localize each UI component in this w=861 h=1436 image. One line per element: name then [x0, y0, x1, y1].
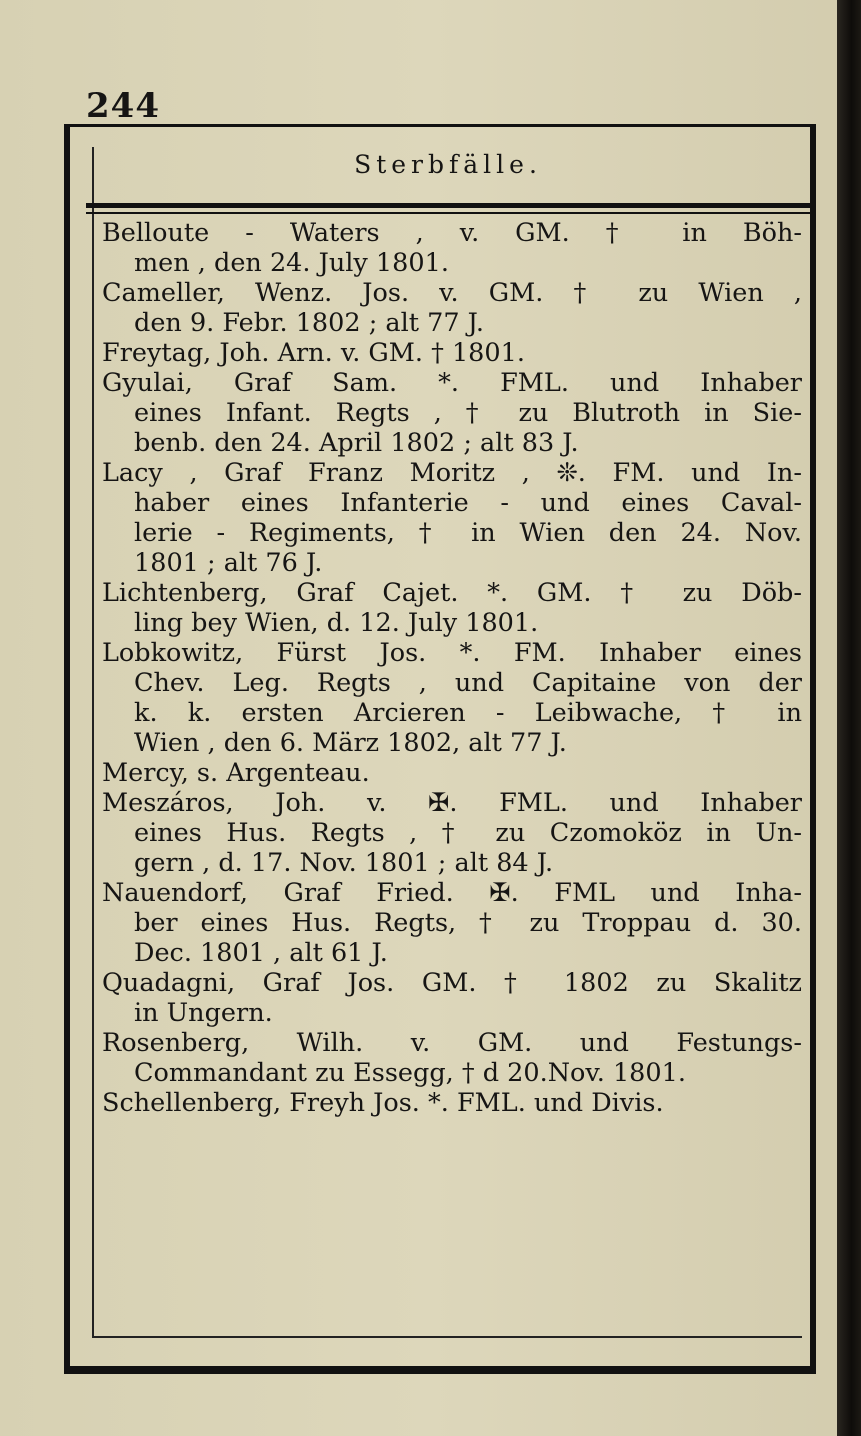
entry-line: ber eines Hus. Regts, † zu Troppau d. 30.: [134, 908, 802, 938]
section-heading: Sterbfälle.: [354, 150, 542, 179]
entry-line: Chev. Leg. Regts , und Capitaine von der: [134, 668, 802, 698]
entry-line: Rosenberg, Wilh. v. GM. und Festungs-: [102, 1028, 802, 1058]
death-entry: [102, 878, 802, 968]
entry-line: eines Hus. Regts , † zu Czomoköz in Un-: [134, 818, 802, 848]
entry-line: k. k. ersten Arcieren - Leibwache, † in: [134, 698, 802, 728]
entry-line: lerie - Regiments, † in Wien den 24. Nov.: [134, 518, 802, 548]
entry-line: den 9. Febr. 1802 ; alt 77 J.: [134, 308, 485, 338]
book-spine-edge: [837, 0, 861, 1436]
page-number: 244: [86, 86, 160, 126]
entry-line: Freytag, Joh. Arn. v. GM. † 1801.: [102, 338, 525, 368]
entry-line: men , den 24. July 1801.: [134, 248, 449, 278]
death-entry: [102, 758, 802, 788]
death-entry: [102, 338, 802, 368]
entry-line: 1801 ; alt 76 J.: [134, 548, 323, 578]
death-entry: [102, 218, 802, 278]
death-entry: [102, 1088, 802, 1118]
entry-line: Wien , den 6. März 1802, alt 77 J.: [134, 728, 567, 758]
entry-line: ling bey Wien, d. 12. July 1801.: [134, 608, 539, 638]
entry-line: Belloute - Waters , v. GM. † in Böh-: [102, 218, 802, 248]
entry-line: Gyulai, Graf Sam. *. FML. und Inhaber: [102, 368, 802, 398]
death-entry: [102, 638, 802, 758]
heading-rule-thick: [86, 203, 810, 208]
death-entry: [102, 368, 802, 458]
entry-line: Nauendorf, Graf Fried. ✠. FML und Inha-: [102, 878, 802, 908]
entry-line: Meszáros, Joh. v. ✠. FML. und Inhaber: [102, 788, 802, 818]
entry-line: benb. den 24. April 1802 ; alt 83 J.: [134, 428, 579, 458]
death-entry: [102, 458, 802, 578]
death-entry: [102, 968, 802, 1028]
entry-line: Dec. 1801 , alt 61 J.: [134, 938, 388, 968]
entry-line: eines Infant. Regts , † zu Blutroth in Sie-: [134, 398, 802, 428]
death-entry: [102, 578, 802, 638]
entry-line: Schellenberg, Freyh Jos. *. FML. und Divis.: [102, 1088, 664, 1118]
entry-line: haber eines Infanterie - und eines Caval-: [134, 488, 802, 518]
entry-list: [102, 218, 802, 1118]
entry-line: Lichtenberg, Graf Cajet. *. GM. † zu Döb-: [102, 578, 802, 608]
entry-line: Mercy, s. Argenteau.: [102, 758, 370, 788]
death-entry: [102, 278, 802, 338]
entry-line: Quadagni, Graf Jos. GM. † 1802 zu Skalitz: [102, 968, 802, 998]
entry-line: gern , d. 17. Nov. 1801 ; alt 84 J.: [134, 848, 554, 878]
death-entry: [102, 788, 802, 878]
entry-line: Commandant zu Essegg, † d 20.Nov. 1801.: [134, 1058, 686, 1088]
death-entry: [102, 1028, 802, 1088]
heading-rule-thin: [86, 212, 810, 214]
entry-line: in Ungern.: [134, 998, 273, 1028]
entry-line: Lobkowitz, Fürst Jos. *. FM. Inhaber eines: [102, 638, 802, 668]
entry-line: Cameller, Wenz. Jos. v. GM. † zu Wien ,: [102, 278, 802, 308]
entry-line: Lacy , Graf Franz Moritz , ❊. FM. und In-: [102, 458, 802, 488]
